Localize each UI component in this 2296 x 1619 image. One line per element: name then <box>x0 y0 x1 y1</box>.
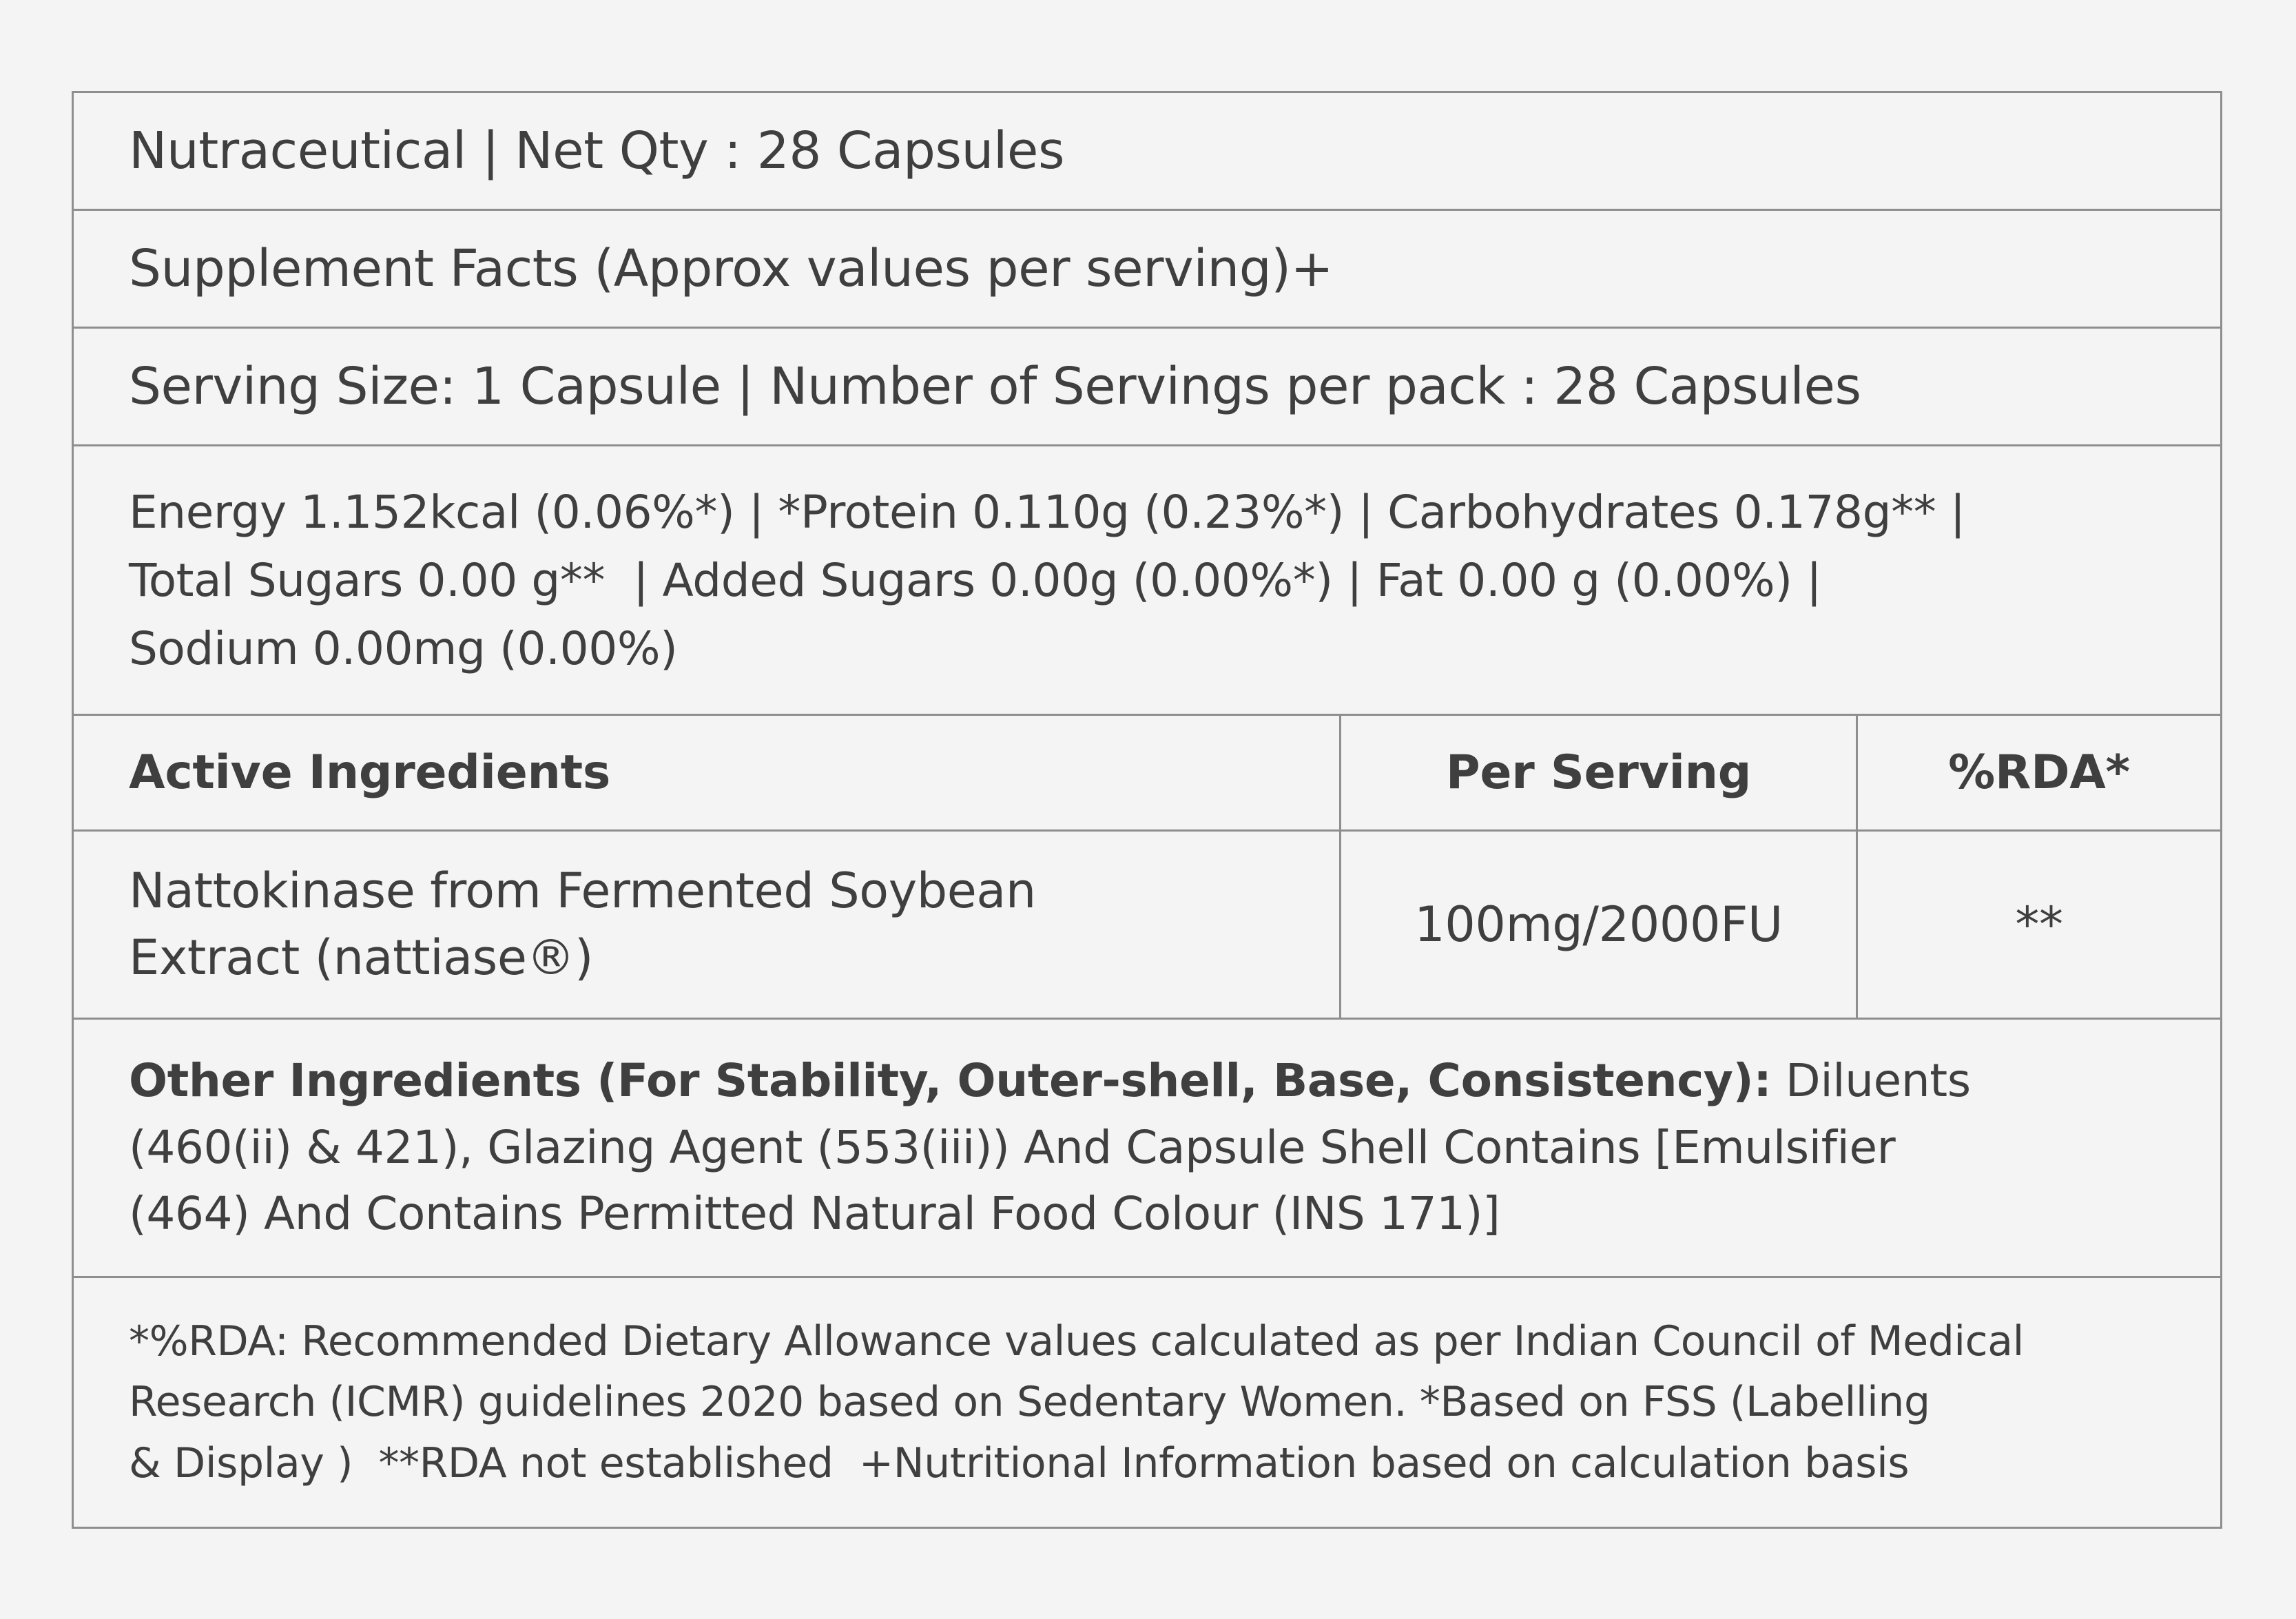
ingredient-name-line: Nattokinase from Fermented Soybean <box>129 863 1036 920</box>
header-rda: %RDA* <box>1856 716 2220 829</box>
footnote-line: *%RDA: Recommended Dietary Allowance values calculated as per Indian Council of Medical <box>129 1317 2024 1366</box>
header-per-serving: Per Serving <box>1339 716 1856 829</box>
footnote-line: Research (ICMR) guidelines 2020 based on Sedentary Women. *Based on FSS (Labelling <box>129 1378 1930 1427</box>
other-ingredients-line: (460(ii) & 421), Glazing Agent (553(iii)) And Capsule Shell Contains [Emulsifier <box>129 1120 1896 1174</box>
other-ingredients-row <box>74 1020 2220 1278</box>
footnote-row <box>74 1278 2220 1527</box>
serving-size-text: Serving Size: 1 Capsule | Number of Servings per pack : 28 Capsules <box>129 356 1861 416</box>
net-qty-text: Nutraceutical | Net Qty : 28 Capsules <box>129 121 1065 181</box>
ingredient-per-serving: 100mg/2000FU <box>1339 832 1856 1018</box>
nutrition-info <box>74 478 2007 683</box>
other-ingredients-label: Other Ingredients (For Stability, Outer-shell, Base, Consistency): <box>129 1054 1772 1108</box>
nutrition-line: Energy 1.152kcal (0.06%*) | *Protein 0.110g (0.23%*) | Carbohydrates 0.178g** | <box>129 485 1965 539</box>
supplement-facts-heading: Supplement Facts (Approx values per serving)+ <box>129 238 1334 298</box>
other-ingredients-text: Diluents <box>1771 1054 1971 1108</box>
ingredient-rda: ** <box>1856 832 2220 1018</box>
serving-size-row <box>74 329 2220 446</box>
nutrition-line: Sodium 0.00mg (0.00%) <box>129 621 678 675</box>
other-ingredients <box>74 1048 2012 1247</box>
header-active-ingredients: Active Ingredients <box>129 745 611 800</box>
table-row <box>74 832 2220 1020</box>
supplement-label <box>72 91 2222 1529</box>
nutrition-info-row <box>74 446 2220 716</box>
footnote-line: & Display ) **RDA not established +Nutritional Information based on calculation basis <box>129 1438 1910 1487</box>
net-qty-row <box>74 93 2220 211</box>
ingredient-name <box>74 832 1339 1018</box>
footnote <box>74 1311 2065 1494</box>
nutrition-line: Total Sugars 0.00 g** | Added Sugars 0.00g (0.00%*) | Fat 0.00 g (0.00%) | <box>129 553 1822 607</box>
ingredients-table-header <box>74 716 2220 832</box>
supplement-facts-row <box>74 211 2220 329</box>
ingredient-name-line: Extract (nattiase®) <box>129 929 594 986</box>
other-ingredients-line: (464) And Contains Permitted Natural Food Colour (INS 171)] <box>129 1187 1500 1241</box>
